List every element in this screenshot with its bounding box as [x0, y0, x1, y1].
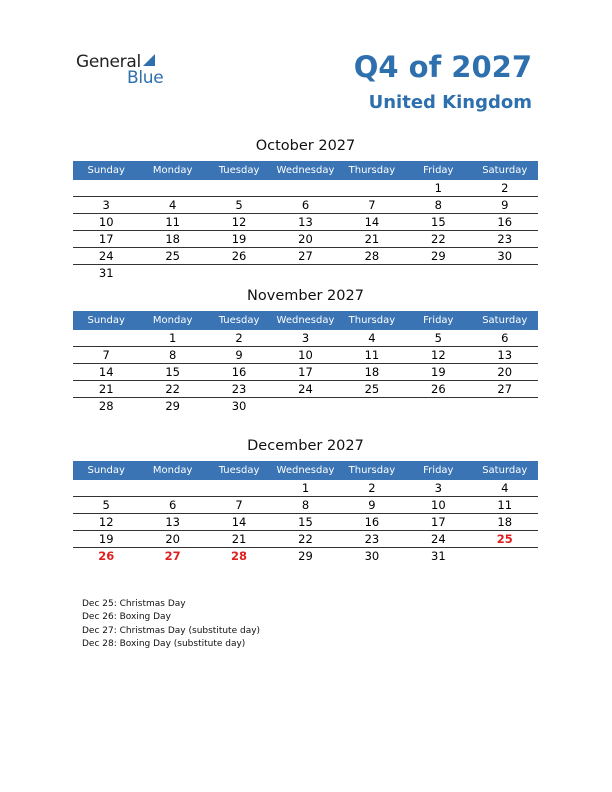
day-cell: 29: [165, 399, 180, 413]
day-cell: 15: [431, 215, 446, 229]
calendar-november: [73, 288, 538, 415]
day-cell: 29: [431, 249, 446, 263]
day-cell: [405, 265, 471, 282]
weekday-label: Saturday: [482, 165, 528, 176]
week-row: [73, 497, 538, 514]
day-cell: 9: [368, 498, 376, 512]
logo-text-blue: Blue: [127, 68, 164, 88]
weekday-label: Friday: [423, 465, 454, 476]
month-title: November 2027: [247, 288, 364, 304]
day-cell: [272, 180, 338, 196]
weekday-label: Saturday: [482, 315, 528, 326]
day-cell: 16: [364, 515, 380, 529]
day-cell: 24: [98, 249, 114, 263]
day-cell: 23: [497, 232, 513, 246]
weeks-body: [73, 180, 538, 282]
day-cell: 5: [434, 331, 442, 345]
day-cell: 4: [368, 331, 376, 345]
day-cell: 29: [298, 549, 313, 563]
day-cell: 16: [231, 365, 247, 379]
logo-triangle-icon: [143, 54, 155, 66]
weekday-label: Monday: [152, 465, 193, 476]
day-cell: 7: [235, 498, 243, 512]
day-cell: [206, 180, 272, 196]
weekday-label: Friday: [423, 165, 454, 176]
week-row: [73, 548, 538, 565]
weekday-header: [73, 461, 538, 480]
holiday-note: Dec 27: Christmas Day (substitute day): [82, 625, 261, 636]
week-row: [73, 265, 538, 282]
weekday-label: Friday: [423, 315, 454, 326]
day-cell: 14: [98, 365, 114, 379]
weekday-label: Thursday: [348, 165, 396, 176]
day-cell: 9: [501, 198, 509, 212]
day-cell: 19: [98, 532, 114, 546]
day-cell: 22: [298, 532, 313, 546]
day-cell: 8: [434, 198, 442, 212]
day-cell: [206, 265, 272, 282]
generalblue-logo: [76, 52, 176, 88]
day-cell: 6: [301, 198, 310, 212]
week-row: [73, 480, 538, 497]
day-cell: 12: [98, 515, 114, 529]
holiday-day-cell: 25: [496, 532, 513, 546]
day-cell: 4: [168, 198, 177, 212]
day-cell: [272, 265, 338, 282]
day-cell: [339, 265, 405, 282]
day-cell: [339, 398, 405, 415]
day-cell: 22: [165, 382, 180, 396]
day-cell: 12: [431, 348, 446, 362]
day-cell: 23: [231, 382, 247, 396]
day-cell: 19: [231, 232, 247, 246]
day-cell: 31: [431, 549, 446, 563]
day-cell: 30: [231, 399, 247, 413]
day-cell: 3: [102, 198, 110, 212]
day-cell: 17: [98, 232, 114, 246]
weekday-label: Tuesday: [218, 165, 260, 176]
day-cell: 27: [497, 382, 513, 396]
day-cell: 19: [431, 365, 446, 379]
day-cell: [472, 398, 538, 415]
week-row: [73, 364, 538, 381]
day-cell: 17: [298, 365, 313, 379]
day-cell: 24: [298, 382, 313, 396]
day-cell: 27: [298, 249, 313, 263]
weekday-label: Thursday: [348, 465, 396, 476]
day-cell: 21: [98, 382, 114, 396]
day-cell: [339, 180, 405, 196]
week-row: [73, 248, 538, 265]
day-cell: 18: [165, 232, 180, 246]
day-cell: 5: [235, 198, 243, 212]
weekday-header: [73, 311, 538, 330]
logo-text-general: General: [76, 52, 141, 72]
day-cell: 13: [497, 348, 513, 362]
day-cell: 18: [364, 365, 380, 379]
calendar-december: [73, 438, 538, 565]
day-cell: [73, 330, 139, 346]
holiday-day-cell: 27: [164, 549, 181, 563]
day-cell: 5: [102, 498, 110, 512]
day-cell: 20: [298, 232, 313, 246]
day-cell: 26: [431, 382, 446, 396]
week-row: [73, 231, 538, 248]
day-cell: 2: [501, 181, 509, 195]
week-row: [73, 180, 538, 197]
day-cell: 3: [301, 331, 310, 345]
weekday-label: Tuesday: [218, 315, 260, 326]
holiday-note: Dec 26: Boxing Day: [82, 612, 171, 623]
day-cell: 17: [431, 515, 446, 529]
weekday-label: Sunday: [87, 315, 125, 326]
day-cell: 10: [431, 498, 446, 512]
day-cell: 8: [168, 348, 177, 362]
weekday-label: Tuesday: [218, 465, 260, 476]
weekday-header: [73, 161, 538, 180]
week-row: [73, 531, 538, 548]
week-row: [73, 398, 538, 415]
day-cell: [405, 398, 471, 415]
day-cell: 11: [165, 215, 180, 229]
day-cell: 21: [231, 532, 247, 546]
weekday-label: Wednesday: [276, 465, 335, 476]
day-cell: 11: [497, 498, 513, 512]
day-cell: 6: [168, 498, 177, 512]
weekday-label: Saturday: [482, 465, 528, 476]
day-cell: 8: [301, 498, 310, 512]
day-cell: [73, 480, 139, 496]
day-cell: 26: [231, 249, 247, 263]
day-cell: 1: [168, 331, 177, 345]
week-row: [73, 214, 538, 231]
day-cell: [472, 548, 538, 565]
day-cell: 24: [431, 532, 446, 546]
page-title: Q4 of 2027: [353, 50, 532, 84]
day-cell: 1: [434, 181, 442, 195]
day-cell: 10: [298, 348, 313, 362]
weekday-label: Sunday: [87, 165, 125, 176]
day-cell: 31: [98, 266, 114, 280]
day-cell: 2: [368, 481, 376, 495]
day-cell: [139, 265, 205, 282]
day-cell: 10: [98, 215, 114, 229]
holiday-notes: [82, 598, 260, 651]
weekday-label: Monday: [152, 315, 193, 326]
day-cell: 20: [497, 365, 513, 379]
day-cell: 3: [434, 481, 442, 495]
day-cell: 6: [501, 331, 509, 345]
day-cell: [73, 180, 139, 196]
holiday-note: Dec 28: Boxing Day (substitute day): [82, 638, 246, 649]
day-cell: 23: [364, 532, 380, 546]
weekday-label: Sunday: [87, 465, 125, 476]
day-cell: 28: [364, 249, 380, 263]
week-row: [73, 381, 538, 398]
day-cell: 30: [364, 549, 380, 563]
day-cell: 16: [497, 215, 513, 229]
day-cell: [272, 398, 338, 415]
day-cell: 2: [235, 331, 243, 345]
day-cell: 7: [368, 198, 376, 212]
country-name: United Kingdom: [368, 92, 532, 113]
day-cell: 12: [231, 215, 247, 229]
day-cell: 13: [298, 215, 313, 229]
holiday-day-cell: 26: [98, 549, 115, 563]
day-cell: 1: [301, 481, 310, 495]
day-cell: 4: [501, 481, 509, 495]
day-cell: 7: [102, 348, 110, 362]
calendar-october: [73, 138, 538, 282]
day-cell: 30: [497, 249, 513, 263]
day-cell: 21: [364, 232, 380, 246]
day-cell: [472, 265, 538, 282]
day-cell: 25: [364, 382, 380, 396]
weekday-label: Thursday: [348, 315, 396, 326]
holiday-day-cell: 28: [231, 549, 248, 563]
day-cell: 13: [165, 515, 180, 529]
day-cell: 15: [165, 365, 180, 379]
weeks-body: [73, 480, 538, 565]
day-cell: 28: [98, 399, 114, 413]
day-cell: 20: [165, 532, 180, 546]
day-cell: 11: [364, 348, 380, 362]
day-cell: [139, 480, 205, 496]
month-title: October 2027: [255, 138, 356, 154]
day-cell: 22: [431, 232, 446, 246]
day-cell: 18: [497, 515, 513, 529]
month-title: December 2027: [247, 438, 364, 454]
day-cell: 25: [165, 249, 180, 263]
weekday-label: Wednesday: [276, 315, 335, 326]
holiday-note: Dec 25: Christmas Day: [82, 599, 186, 609]
day-cell: [206, 480, 272, 496]
day-cell: [139, 180, 205, 196]
weekday-label: Monday: [152, 165, 193, 176]
week-row: [73, 347, 538, 364]
week-row: [73, 197, 538, 214]
day-cell: 15: [298, 515, 313, 529]
weekday-label: Wednesday: [276, 165, 335, 176]
week-row: [73, 514, 538, 531]
week-row: [73, 330, 538, 347]
day-cell: 9: [235, 348, 243, 362]
weeks-body: [73, 330, 538, 415]
day-cell: 14: [231, 515, 247, 529]
day-cell: 14: [364, 215, 380, 229]
